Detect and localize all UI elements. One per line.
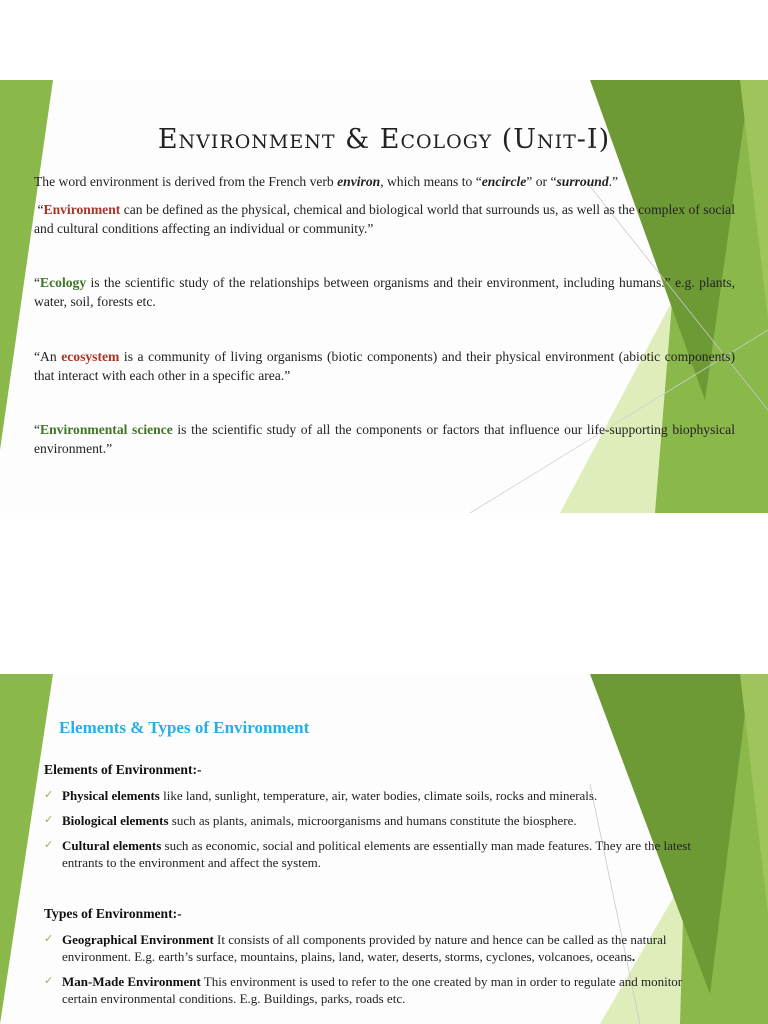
term-environment: Environment [43, 202, 121, 217]
elements-list [44, 787, 704, 879]
check-icon: ✓ [44, 975, 54, 987]
check-icon: ✓ [44, 933, 54, 945]
check-icon: ✓ [44, 814, 54, 826]
slide-2 [0, 674, 768, 1024]
paragraph-environment: “Environment can be defined as the physical, chemical and biological world that surrounds us, as well as the complex of social and cultural conditions affecting an individual or community.” [34, 202, 735, 236]
list-item: ✓ Cultural elements such as economic, social and political elements are essentially man made features. They are the latest entrants to the environment and affect the system. [44, 838, 691, 870]
slide-title: Environment & Ecology (Unit-I) [157, 124, 611, 155]
slide-title: Elements & Types of Environment [59, 718, 310, 737]
list-item: ✓ Physical elements like land, sunlight, temperature, air, water bodies, climate soils, rocks and minerals. [44, 788, 598, 803]
types-heading: Types of Environment:- [44, 906, 182, 921]
term-environmental-science: Environmental science [40, 422, 173, 437]
check-icon: ✓ [44, 789, 54, 801]
paragraph-ecology: “Ecology is the scientific study of the relationships between organisms and their environment, including humans.” e.g. plants, water, soil, forests etc. [34, 275, 735, 309]
slide-1 [0, 80, 768, 513]
list-item: ✓ Geographical Environment It consists of all components provided by nature and hence can be called as the natural environment. E.g. earth’s surface, mountains, plains, land, water, deserts, storms, cyclones, volcanoes, oceans. [44, 932, 667, 964]
list-item: ✓ Man-Made Environment This environment is used to refer to the one created by man in order to regulate and monitor certain environmental conditions. E.g. Buildings, parks, roads etc. [44, 974, 683, 1006]
term-ecosystem: ecosystem [61, 349, 120, 364]
paragraph-etymology: The word environment is derived from the French verb environ, which means to “encircle” or “surround.” [34, 174, 619, 189]
paragraph-ecosystem: “An ecosystem is a community of living organisms (biotic components) and their physical environment (abiotic components) that interact with each other in a specific area.” [34, 349, 735, 383]
term-ecology: Ecology [40, 275, 87, 290]
elements-heading: Elements of Environment:- [44, 762, 202, 777]
list-item: ✓ Biological elements such as plants, animals, microorganisms and humans constitute the biosphere. [44, 813, 577, 828]
check-icon: ✓ [44, 839, 54, 851]
paragraph-environmental-science: “Environmental science is the scientific study of all the components or factors that influence our life-supporting biophysical environment.” [34, 422, 735, 456]
types-list [44, 931, 704, 1015]
